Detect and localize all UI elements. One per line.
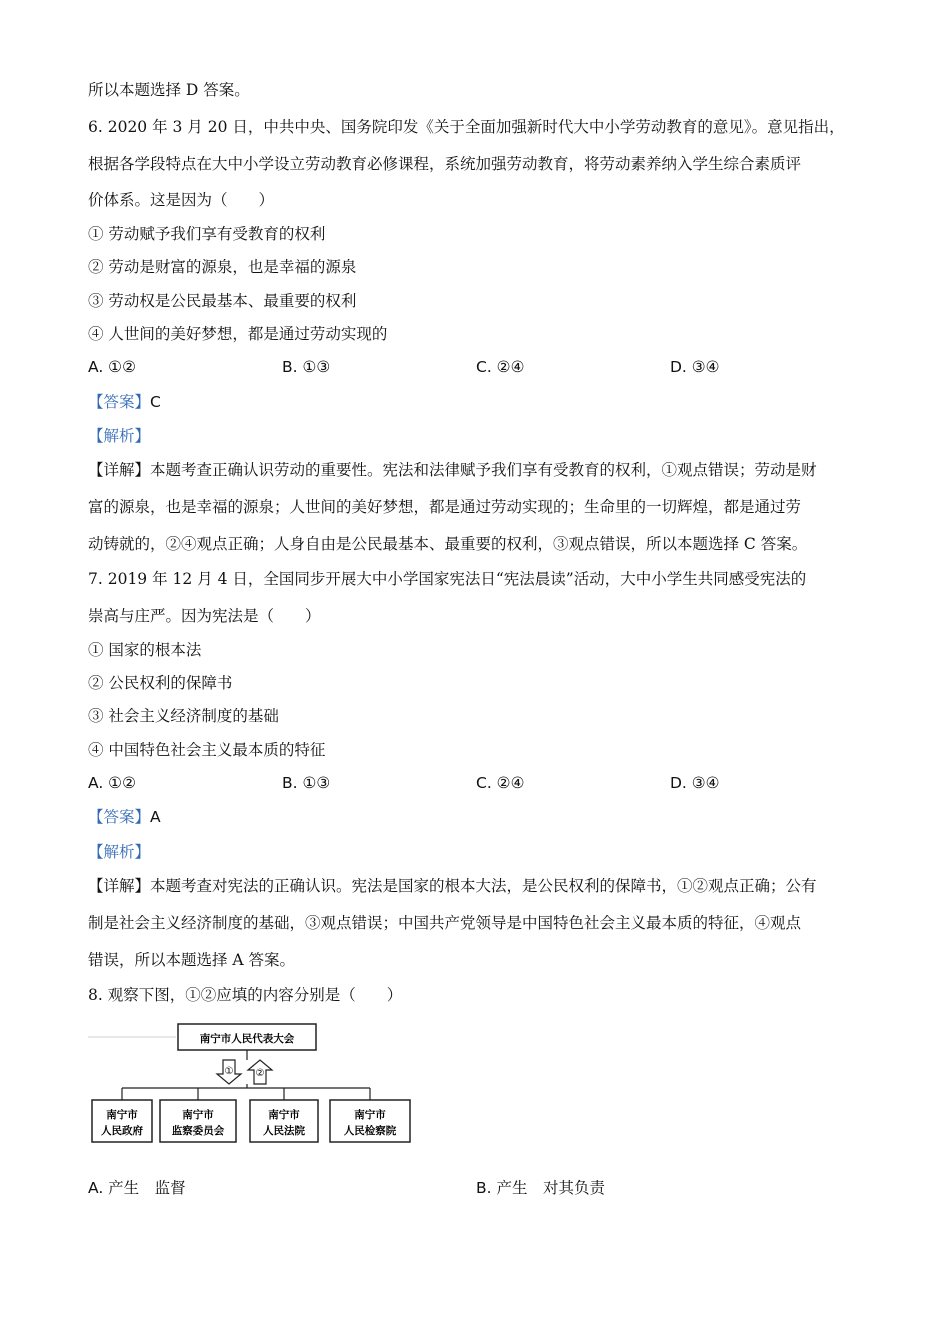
q7-answer-value: A — [150, 808, 161, 826]
q6-option-c: C. ②④ — [476, 358, 525, 376]
q7-option-b: B. ①③ — [282, 774, 331, 792]
q7-option-a: A. ①② — [88, 774, 136, 792]
q7-detail-line-1: 【详解】本题考查对宪法的正确认识。宪法是国家的根本大法，是公民权利的保障书，①②观点正确；公有 — [88, 877, 817, 895]
q8-option-a: A. 产生 监督 — [88, 1179, 186, 1197]
q6-stem-line-2: 根据各学段特点在大中小学设立劳动教育必修课程，系统加强劳动教育，将劳动素养纳入学生综合素质评 — [88, 155, 802, 173]
q6-answer-line — [88, 392, 161, 412]
q6-stem-line-3: 价体系。这是因为（ ） — [88, 191, 275, 209]
box-2-line-2: 监察委员会 — [171, 1125, 225, 1137]
q6-answer-value: C — [150, 393, 161, 411]
q6-option-a: A. ①② — [88, 358, 136, 376]
q7-statement-4: ④ 中国特色社会主义最本质的特征 — [88, 741, 326, 759]
box-4-line-1: 南宁市 — [354, 1109, 386, 1121]
q7-statement-2: ② 公民权利的保障书 — [88, 674, 233, 692]
q7-stem-line-2: 崇高与庄严。因为宪法是（ ） — [88, 607, 321, 625]
arrow-1-label: ① — [224, 1066, 234, 1077]
q7-analysis-tag: 【解析】 — [88, 843, 151, 861]
q6-detail-line-1: 【详解】本题考查正确认识劳动的重要性。宪法和法律赋予我们享有受教育的权利，①观点错误；劳动是财 — [88, 461, 817, 479]
q6-statement-2: ② 劳动是财富的源泉，也是幸福的源泉 — [88, 258, 357, 276]
q6-analysis-tag: 【解析】 — [88, 427, 151, 445]
box-2-line-1: 南宁市 — [182, 1109, 214, 1121]
q6-statement-3: ③ 劳动权是公民最基本、最重要的权利 — [88, 292, 357, 310]
q7-statement-1: ① 国家的根本法 — [88, 641, 202, 659]
box-3-line-1: 南宁市 — [268, 1109, 300, 1121]
q6-detail-line-2: 富的源泉，也是幸福的源泉；人世间的美好梦想，都是通过劳动实现的；生命里的一切辉煌，都是通过劳 — [88, 498, 802, 516]
q8-option-b: B. 产生 对其负责 — [476, 1179, 605, 1197]
q7-stem-line-1: 7. 2019 年 12 月 4 日，全国同步开展大中小学国家宪法日“宪法晨读”活动，大中小学生共同感受宪法的 — [88, 570, 807, 588]
arrow-down-icon — [217, 1060, 241, 1084]
box-3-line-2: 人民法院 — [263, 1125, 305, 1137]
q6-option-d: D. ③④ — [670, 358, 720, 376]
q7-answer-line — [88, 807, 161, 827]
q6-detail-line-3: 动铸就的，②④观点正确；人身自由是公民最基本、最重要的权利，③观点错误，所以本题选择 C 答案。 — [88, 535, 808, 553]
npc-box-label: 南宁市人民代表大会 — [199, 1033, 295, 1045]
q8-stem-line-1: 8. 观察下图，①②应填的内容分别是（ ） — [88, 986, 403, 1004]
q6-option-b: B. ①③ — [282, 358, 331, 376]
q6-statement-4: ④ 人世间的美好梦想，都是通过劳动实现的 — [88, 325, 388, 343]
q7-answer-tag: 【答案】 — [88, 808, 151, 826]
box-4-line-2: 人民检察院 — [343, 1125, 397, 1137]
q7-detail-line-2: 制是社会主义经济制度的基础，③观点错误；中国共产党领导是中国特色社会主义最本质的特征，④观点 — [88, 914, 802, 932]
arrow-2-label: ② — [255, 1068, 265, 1079]
box-1-line-2: 人民政府 — [101, 1125, 143, 1137]
state-organs-diagram — [88, 1018, 418, 1153]
conclusion-line: 所以本题选择 D 答案。 — [88, 81, 250, 99]
arrow-up-icon — [248, 1060, 272, 1084]
q6-stem-line-1: 6. 2020 年 3 月 20 日，中共中央、国务院印发《关于全面加强新时代大中小学劳动教育的意见》。意见指出， — [88, 118, 845, 136]
box-1-line-1: 南宁市 — [106, 1109, 138, 1121]
q7-option-c: C. ②④ — [476, 774, 525, 792]
q7-detail-line-3: 错误，所以本题选择 A 答案。 — [88, 951, 296, 969]
q6-answer-tag: 【答案】 — [88, 393, 151, 411]
q7-statement-3: ③ 社会主义经济制度的基础 — [88, 707, 279, 725]
q6-statement-1: ① 劳动赋予我们享有受教育的权利 — [88, 225, 326, 243]
q7-option-d: D. ③④ — [670, 774, 720, 792]
